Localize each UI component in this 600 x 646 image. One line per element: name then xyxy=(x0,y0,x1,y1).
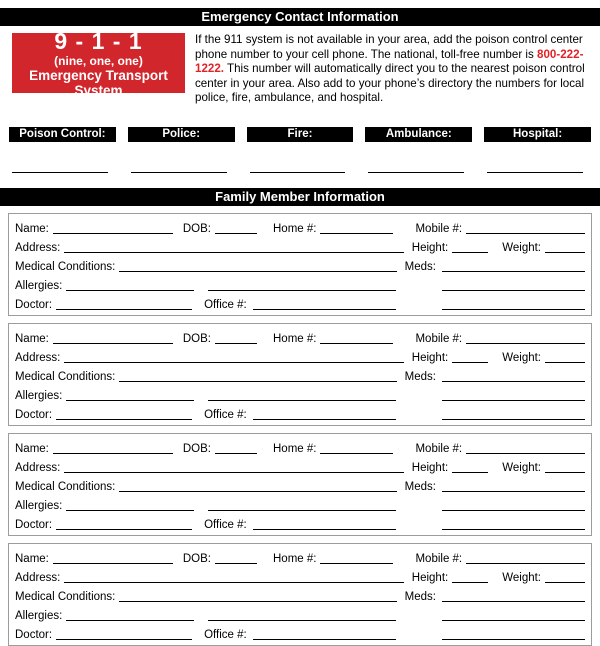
allergies-blank-line xyxy=(66,400,194,401)
meds-label: Meds: xyxy=(404,370,436,383)
home-phone-blank-line xyxy=(320,343,393,344)
mobile-phone-blank-line xyxy=(466,233,585,234)
medical-conditions-label: Medical Conditions: xyxy=(15,590,116,603)
height-label: Height: xyxy=(411,351,449,364)
height-blank-line xyxy=(452,362,488,363)
meds-continuation-line xyxy=(442,290,585,291)
contact-label-ambulance: Ambulance: xyxy=(365,127,472,142)
office-phone-label: Office #: xyxy=(204,628,247,641)
name-blank-line xyxy=(53,453,173,454)
allergies-blank-line xyxy=(66,290,194,291)
name-label: Name: xyxy=(15,442,49,455)
allergies-continuation-line xyxy=(208,620,396,621)
name-blank-line xyxy=(53,343,173,344)
doctor-label: Doctor: xyxy=(15,518,53,531)
section-title-emergency-contact: Emergency Contact Information xyxy=(0,8,600,26)
family-member-block xyxy=(8,213,592,316)
member-row-medical xyxy=(15,255,585,274)
address-label: Address: xyxy=(15,241,61,254)
dob-label: DOB: xyxy=(182,222,211,235)
fire-blank-line xyxy=(250,172,346,173)
home-phone-blank-line xyxy=(320,563,393,564)
name-blank-line xyxy=(53,563,173,564)
member-row-address xyxy=(15,346,585,365)
contact-line-cell xyxy=(247,172,354,173)
member-row-address xyxy=(15,456,585,475)
allergies-label: Allergies: xyxy=(15,389,63,402)
contact-line-cell xyxy=(484,172,591,173)
home-phone-label: Home #: xyxy=(273,552,317,565)
member-row-name xyxy=(15,437,585,456)
office-phone-blank-line xyxy=(253,309,396,310)
office-phone-blank-line xyxy=(253,529,396,530)
name-label: Name: xyxy=(15,222,49,235)
weight-label: Weight: xyxy=(502,241,541,254)
dob-blank-line xyxy=(215,563,257,564)
family-member-block xyxy=(8,543,592,646)
member-row-medical xyxy=(15,585,585,604)
paragraph-text-before: If the 911 system is not available in your area, add the poison control center phone number to your cell phone. The national, toll-free number is xyxy=(195,33,583,61)
doctor-label: Doctor: xyxy=(15,298,53,311)
address-blank-line xyxy=(64,472,403,473)
member-row-medical xyxy=(15,365,585,384)
medical-conditions-blank-line xyxy=(119,491,396,492)
badge-911 xyxy=(12,27,185,98)
contact-label-poison-control: Poison Control: xyxy=(9,127,116,142)
meds-label: Meds: xyxy=(404,590,436,603)
medical-conditions-label: Medical Conditions: xyxy=(15,260,116,273)
allergies-blank-line xyxy=(66,620,194,621)
address-label: Address: xyxy=(15,571,61,584)
medical-conditions-blank-line xyxy=(119,381,396,382)
dob-blank-line xyxy=(215,453,257,454)
mobile-phone-label: Mobile #: xyxy=(415,552,463,565)
meds-blank-line xyxy=(442,601,585,602)
hospital-blank-line xyxy=(487,172,583,173)
address-label: Address: xyxy=(15,351,61,364)
home-phone-label: Home #: xyxy=(273,442,317,455)
contact-line-cell xyxy=(365,172,472,173)
member-row-doctor xyxy=(15,513,585,532)
dob-blank-line xyxy=(215,343,257,344)
mobile-phone-label: Mobile #: xyxy=(415,332,463,345)
dob-blank-line xyxy=(215,233,257,234)
address-blank-line xyxy=(64,362,403,363)
member-row-allergies xyxy=(15,274,585,293)
office-phone-blank-line xyxy=(253,419,396,420)
medical-conditions-label: Medical Conditions: xyxy=(15,480,116,493)
mobile-phone-blank-line xyxy=(466,563,585,564)
home-phone-label: Home #: xyxy=(273,332,317,345)
police-blank-line xyxy=(131,172,227,173)
mobile-phone-blank-line xyxy=(466,453,585,454)
meds-label: Meds: xyxy=(404,480,436,493)
height-blank-line xyxy=(452,472,488,473)
name-label: Name: xyxy=(15,552,49,565)
doctor-blank-line xyxy=(56,419,192,420)
poison-control-phone-number: 800-222-1222. xyxy=(195,47,584,76)
member-row-medical xyxy=(15,475,585,494)
member-row-allergies xyxy=(15,494,585,513)
mobile-phone-label: Mobile #: xyxy=(415,222,463,235)
meds-continuation-line xyxy=(442,620,585,621)
contact-line-cell xyxy=(128,172,235,173)
member-row-allergies xyxy=(15,604,585,623)
dob-label: DOB: xyxy=(182,332,211,345)
address-blank-line xyxy=(64,252,403,253)
doctor-blank-line xyxy=(56,639,192,640)
allergies-label: Allergies: xyxy=(15,609,63,622)
ambulance-blank-line xyxy=(368,172,464,173)
height-blank-line xyxy=(452,252,488,253)
weight-label: Weight: xyxy=(502,571,541,584)
doctor-blank-line xyxy=(56,309,192,310)
member-row-address xyxy=(15,566,585,585)
member-row-allergies xyxy=(15,384,585,403)
member-row-name xyxy=(15,327,585,346)
name-label: Name: xyxy=(15,332,49,345)
meds-continuation-line-2 xyxy=(442,309,585,310)
weight-blank-line xyxy=(545,582,585,583)
doctor-label: Doctor: xyxy=(15,408,53,421)
home-phone-blank-line xyxy=(320,233,393,234)
height-label: Height: xyxy=(411,241,449,254)
member-row-doctor xyxy=(15,623,585,642)
allergies-label: Allergies: xyxy=(15,279,63,292)
mobile-phone-blank-line xyxy=(466,343,585,344)
allergies-continuation-line xyxy=(208,400,396,401)
member-row-address xyxy=(15,236,585,255)
allergies-continuation-line xyxy=(208,290,396,291)
poison-control-blank-line xyxy=(12,172,108,173)
meds-blank-line xyxy=(442,271,585,272)
member-row-name xyxy=(15,217,585,236)
office-phone-blank-line xyxy=(253,639,396,640)
weight-blank-line xyxy=(545,362,585,363)
office-phone-label: Office #: xyxy=(204,408,247,421)
section-title-family-member: Family Member Information xyxy=(0,188,600,206)
medical-conditions-blank-line xyxy=(119,601,396,602)
address-label: Address: xyxy=(15,461,61,474)
meds-continuation-line-2 xyxy=(442,639,585,640)
doctor-label: Doctor: xyxy=(15,628,53,641)
badge-911-number: 9 - 1 - 1 xyxy=(54,27,143,54)
family-member-block xyxy=(8,323,592,426)
badge-911-caption: Emergency Transport System xyxy=(29,67,168,98)
weight-label: Weight: xyxy=(502,461,541,474)
emergency-contact-labels-row xyxy=(9,127,591,142)
height-label: Height: xyxy=(411,571,449,584)
weight-blank-line xyxy=(545,472,585,473)
office-phone-label: Office #: xyxy=(204,518,247,531)
emergency-contact-form xyxy=(0,8,600,646)
contact-label-police: Police: xyxy=(128,127,235,142)
weight-label: Weight: xyxy=(502,351,541,364)
dob-label: DOB: xyxy=(182,442,211,455)
poison-control-paragraph xyxy=(195,33,588,106)
weight-blank-line xyxy=(545,252,585,253)
emergency-contact-write-in-row xyxy=(9,172,591,173)
family-member-blocks xyxy=(0,213,600,646)
meds-continuation-line xyxy=(442,400,585,401)
meds-label: Meds: xyxy=(404,260,436,273)
name-blank-line xyxy=(53,233,173,234)
member-row-doctor xyxy=(15,403,585,422)
home-phone-label: Home #: xyxy=(273,222,317,235)
meds-blank-line xyxy=(442,381,585,382)
intro-row xyxy=(0,26,600,106)
medical-conditions-label: Medical Conditions: xyxy=(15,370,116,383)
badge-911-words: (nine, one, one) xyxy=(54,53,143,68)
meds-continuation-line-2 xyxy=(442,529,585,530)
height-blank-line xyxy=(452,582,488,583)
meds-continuation-line xyxy=(442,510,585,511)
allergies-blank-line xyxy=(66,510,194,511)
meds-blank-line xyxy=(442,491,585,492)
home-phone-blank-line xyxy=(320,453,393,454)
meds-continuation-line-2 xyxy=(442,419,585,420)
mobile-phone-label: Mobile #: xyxy=(415,442,463,455)
height-label: Height: xyxy=(411,461,449,474)
medical-conditions-blank-line xyxy=(119,271,396,272)
family-member-block xyxy=(8,433,592,536)
address-blank-line xyxy=(64,582,403,583)
member-row-name xyxy=(15,547,585,566)
contact-label-fire: Fire: xyxy=(247,127,354,142)
allergies-continuation-line xyxy=(208,510,396,511)
office-phone-label: Office #: xyxy=(204,298,247,311)
contact-label-hospital: Hospital: xyxy=(484,127,591,142)
dob-label: DOB: xyxy=(182,552,211,565)
doctor-blank-line xyxy=(56,529,192,530)
contact-line-cell xyxy=(9,172,116,173)
member-row-doctor xyxy=(15,293,585,312)
allergies-label: Allergies: xyxy=(15,499,63,512)
paragraph-text-after: This number will automatically direct you to the nearest poison control center in your area. Also add to your phone’s directory the numbers for local police, fire, ambulance, and hospital. xyxy=(195,62,585,105)
